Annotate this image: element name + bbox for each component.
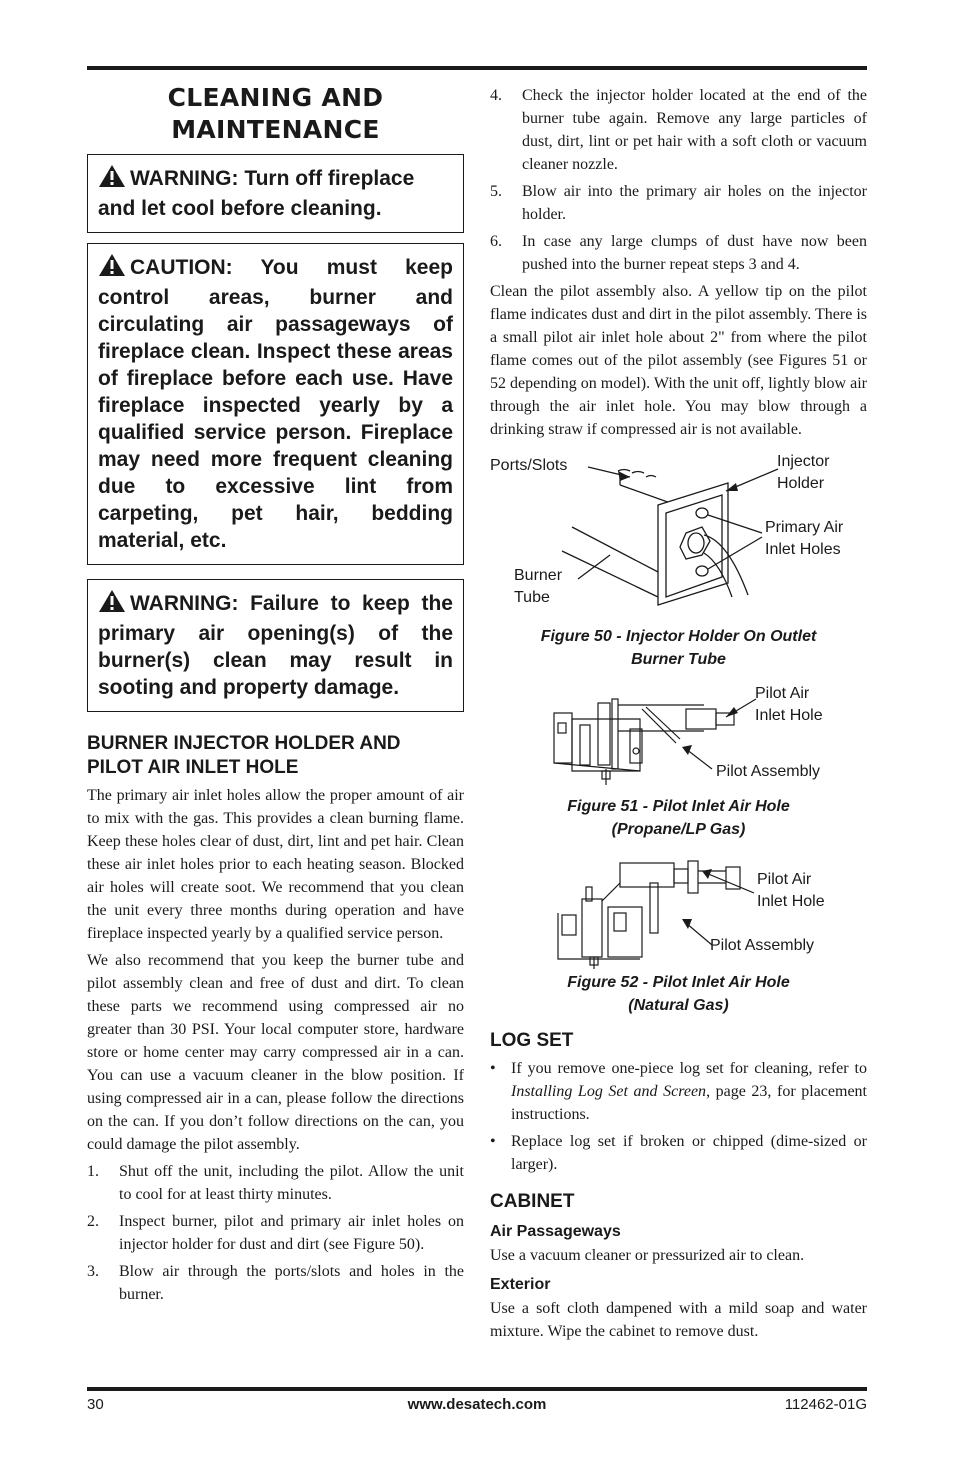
burner-section-heading: BURNER INJECTOR HOLDER AND PILOT AIR INLET HOLE xyxy=(87,733,401,778)
label-ports-slots: Ports/Slots xyxy=(490,457,568,474)
figure-51-caption: Figure 51 - Pilot Inlet Air Hole (Propane/LP Gas) xyxy=(567,798,790,838)
warning-box-sooting: WARNING: Failure to keep the primary air opening(s) of the burner(s) clean may result in sooting and property damage. xyxy=(87,579,464,712)
label-pilot-assembly: Pilot Assembly xyxy=(710,937,815,954)
caution-box: CAUTION: You must keep control areas, burner and circulating air passageways of fireplace clean. Inspect these areas of fireplace before each use. Have fireplace inspected yearly by a qualified service person. Fireplace may need more frequent cleaning due to excessive lint from carpeting, pet hair, bedding material, etc. xyxy=(87,243,464,565)
label-burner-tube-1: Burner xyxy=(514,567,563,584)
air-passageways-subheading: Air Passageways xyxy=(490,1223,621,1240)
footer-doc-number: 112462-01G xyxy=(784,1396,867,1413)
cabinet-heading: CABINET xyxy=(490,1191,575,1212)
air-passageways-text: Use a vacuum cleaner or pressurized air to clean. xyxy=(490,1247,805,1264)
figure-52 xyxy=(490,857,867,971)
bottom-rule xyxy=(87,1387,867,1391)
footer-website: www.desatech.com xyxy=(407,1396,547,1413)
steps-list-right xyxy=(490,84,867,276)
list-item: 3. Blow air through the ports/slots and holes in the burner. xyxy=(87,1263,464,1303)
bullet-dot: • xyxy=(490,1060,496,1077)
warning-box-cool: WARNING: Turn off fireplace and let cool before cleaning. xyxy=(87,154,464,233)
pilot-para: Clean the pilot assembly also. A yellow tip on the pilot flame indicates dust and dirt in the pilot assembly. There is a small pilot air inlet hole about 2" from where the pilot flame comes out of the pilot assembly (see Figures 51 or 52 depending on model). With the unit off, lightly blow air through the air inlet hole. You may blow through a drinking straw if compressed air is not available. xyxy=(490,283,867,438)
label-primary-air-1: Primary Air xyxy=(765,519,844,536)
log-set-list xyxy=(490,1057,867,1176)
page-title: CLEANING AND MAINTENANCE xyxy=(167,83,384,144)
warning-triangle-icon xyxy=(98,253,126,284)
bullet-dot: • xyxy=(490,1133,496,1150)
list-item: • If you remove one-piece log set for cleaning, refer to Installing Log Set and Screen, page 23, for placement instructions. xyxy=(490,1057,867,1126)
warning-triangle-icon xyxy=(98,589,126,620)
label-burner-tube-2: Tube xyxy=(514,589,550,606)
figure-52-caption: Figure 52 - Pilot Inlet Air Hole (Natural Gas) xyxy=(567,974,790,1014)
list-item: 5. Blow air into the primary air holes on the injector holder. xyxy=(490,183,867,223)
burner-para-2: We also recommend that you keep the burner tube and pilot assembly clean and free of dust and dirt. To clean these parts we recommend using compressed air no greater than 30 PSI. Your local computer store, hardware store or home center may carry compressed air in a can. You can use a vacuum cleaner in the blow position. If using compressed air in a can, please follow the directions on the can. If you don’t follow directions on the can, you could damage the pilot assembly. xyxy=(87,952,464,1153)
left-column xyxy=(87,82,464,1310)
figure-50-caption: Figure 50 - Injector Holder On Outlet Burner Tube xyxy=(540,628,817,668)
right-column xyxy=(490,84,867,1347)
exterior-text: Use a soft cloth dampened with a mild soap and water mixture. Wipe the cabinet to remove dust. xyxy=(490,1300,867,1340)
label-injector-holder-1: Injector xyxy=(777,453,830,470)
label-injector-holder-2: Holder xyxy=(777,475,825,492)
list-item: 1. Shut off the unit, including the pilot. Allow the unit to cool for at least thirty minutes. xyxy=(87,1163,464,1203)
figure-51 xyxy=(490,679,867,787)
exterior-subheading: Exterior xyxy=(490,1276,551,1293)
list-item: 4. Check the injector holder located at the end of the burner tube again. Remove any large particles of dust, dirt, lint or pet hair with a soft cloth or vacuum cleaner nozzle. xyxy=(490,87,867,173)
label-pilot-air-2: Inlet Hole xyxy=(757,893,825,910)
list-item: • Replace log set if broken or chipped (dime-sized or larger). xyxy=(490,1130,867,1176)
label-pilot-air-1: Pilot Air xyxy=(755,685,810,702)
label-primary-air-2: Inlet Holes xyxy=(765,541,841,558)
warning-triangle-icon xyxy=(98,164,126,195)
page-number: 30 xyxy=(87,1396,104,1413)
label-pilot-air-1: Pilot Air xyxy=(757,871,812,888)
label-pilot-air-2: Inlet Hole xyxy=(755,707,823,724)
steps-list-left xyxy=(87,1160,464,1306)
log-set-heading: LOG SET xyxy=(490,1030,574,1051)
figure-50 xyxy=(490,455,867,621)
list-item: 2. Inspect burner, pilot and primary air inlet holes on injector holder for dust and dirt (see Figure 50). xyxy=(87,1213,464,1253)
list-item: 6. In case any large clumps of dust have now been pushed into the burner repeat steps 3 and 4. xyxy=(490,233,867,273)
top-rule xyxy=(87,66,867,70)
label-pilot-assembly: Pilot Assembly xyxy=(716,763,821,780)
burner-para-1: The primary air inlet holes allow the proper amount of air to mix with the gas. This provides a clean burning flame. Keep these holes clear of dust, dirt, lint and pet hair. Clean these air inlet holes prior to each heating season. Blocked air holes will create soot. We recommend that you clean the unit every three months during operation and have fireplace inspected yearly by a qualified service person. xyxy=(87,787,464,942)
